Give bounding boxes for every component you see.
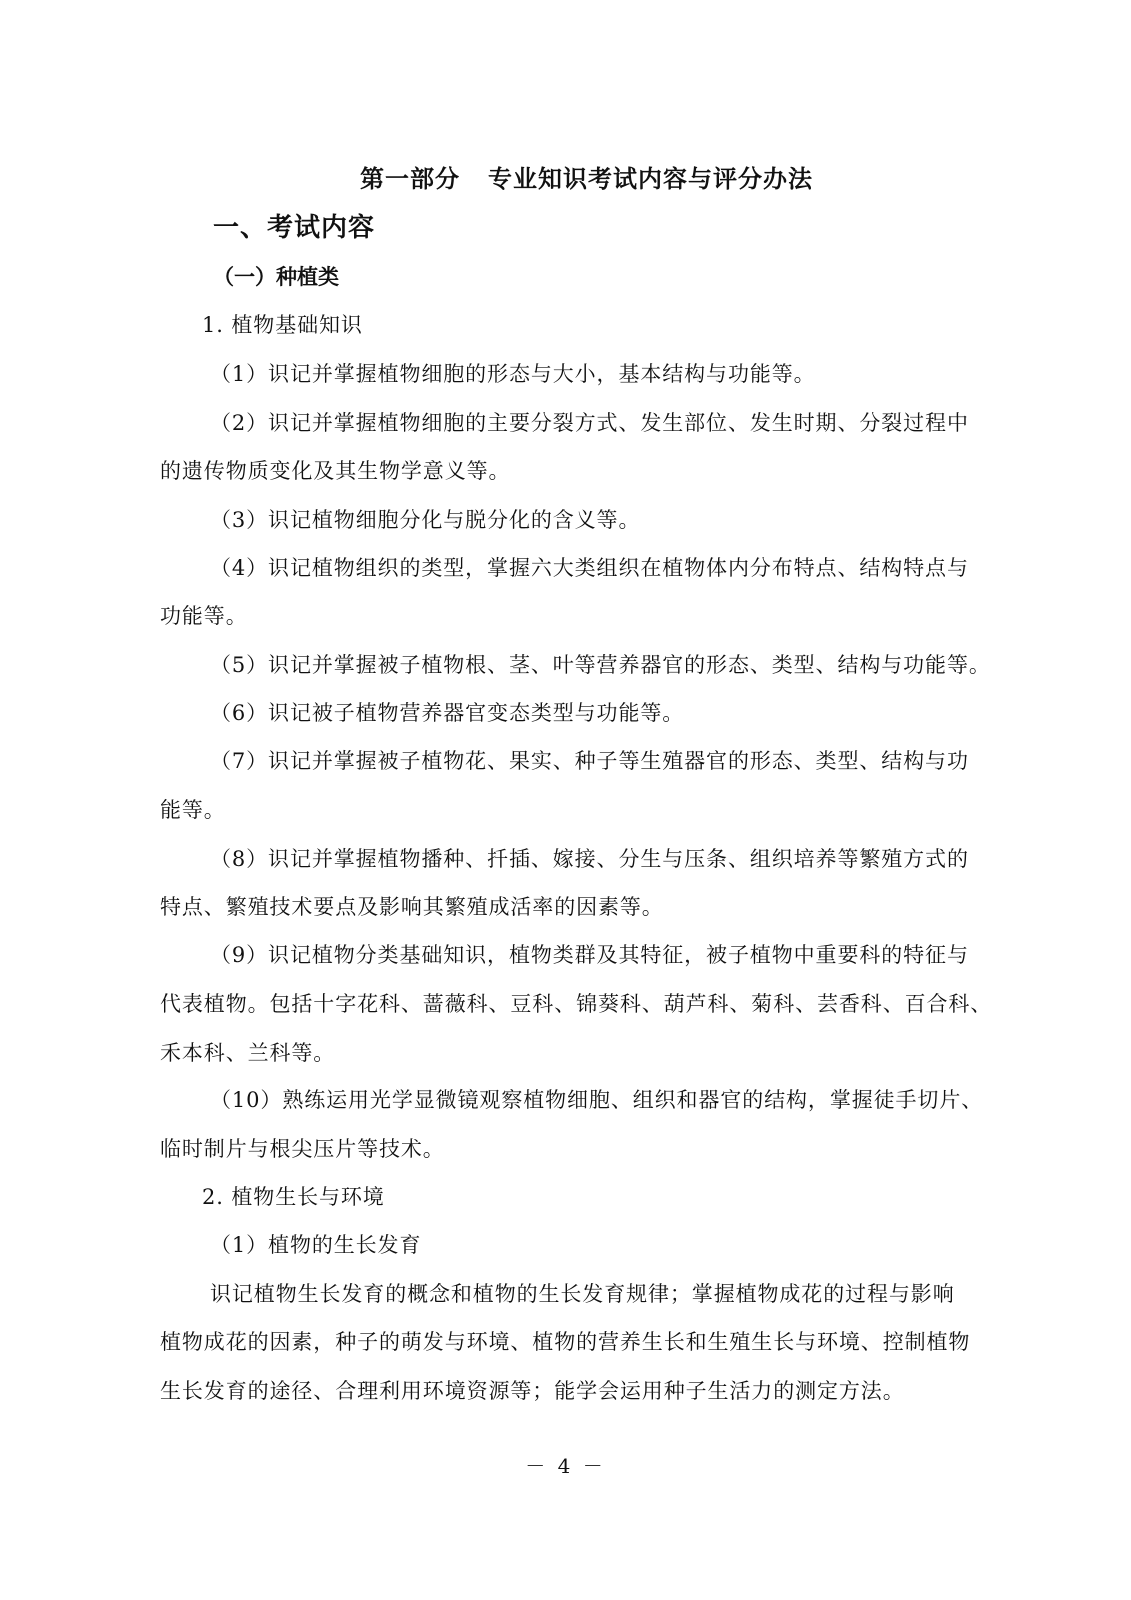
subsection-heading: （一）种植类 bbox=[213, 265, 339, 289]
text-line: 临时制片与根尖压片等技术。 bbox=[160, 1137, 445, 1161]
text-line: 功能等。 bbox=[160, 604, 248, 628]
text-line: （8）识记并掌握植物播种、扦插、嫁接、分生与压条、组织培养等繁殖方式的 bbox=[210, 847, 969, 871]
text-line: 2. 植物生长与环境 bbox=[202, 1185, 385, 1209]
text-line: （6）识记被子植物营养器官变态类型与功能等。 bbox=[210, 701, 685, 725]
text-line: 特点、繁殖技术要点及影响其繁殖成活率的因素等。 bbox=[160, 895, 664, 919]
text-line: 1. 植物基础知识 bbox=[202, 313, 363, 337]
title-part: 第一部分 bbox=[360, 165, 460, 193]
text-line: 禾本科、兰科等。 bbox=[160, 1041, 336, 1065]
text-line: 识记植物生长发育的概念和植物的生长发育规律；掌握植物成花的过程与影响 bbox=[210, 1282, 955, 1306]
text-line: 代表植物。包括十字花科、蔷薇科、豆科、锦葵科、葫芦科、菊科、芸香科、百合科、 bbox=[160, 992, 993, 1016]
title-text: 专业知识考试内容与评分办法 bbox=[488, 165, 813, 193]
text-line: 的遗传物质变化及其生物学意义等。 bbox=[160, 459, 511, 483]
text-line: 能等。 bbox=[160, 798, 226, 822]
text-line: （2）识记并掌握植物细胞的主要分裂方式、发生部位、发生时期、分裂过程中 bbox=[210, 411, 969, 435]
text-line: （3）识记植物细胞分化与脱分化的含义等。 bbox=[210, 508, 641, 532]
page-number: － 4 － bbox=[525, 1454, 606, 1478]
text-line: （5）识记并掌握被子植物根、茎、叶等营养器官的形态、类型、结构与功能等。 bbox=[210, 653, 991, 677]
text-line: （1）识记并掌握植物细胞的形态与大小，基本结构与功能等。 bbox=[210, 362, 816, 386]
text-line: 植物成花的因素，种子的萌发与环境、植物的营养生长和生殖生长与环境、控制植物 bbox=[160, 1330, 971, 1354]
text-line: （7）识记并掌握被子植物花、果实、种子等生殖器官的形态、类型、结构与功 bbox=[210, 749, 969, 773]
text-line: （10）熟练运用光学显微镜观察植物细胞、组织和器官的结构，掌握徒手切片、 bbox=[210, 1088, 984, 1112]
text-line: （9）识记植物分类基础知识，植物类群及其特征，被子植物中重要科的特征与 bbox=[210, 943, 969, 967]
text-line: （4）识记植物组织的类型，掌握六大类组织在植物体内分布特点、结构特点与 bbox=[210, 556, 969, 580]
text-line: 生长发育的途径、合理利用环境资源等；能学会运用种子生活力的测定方法。 bbox=[160, 1379, 905, 1403]
document-title bbox=[360, 161, 813, 197]
section-heading: 一、考试内容 bbox=[213, 213, 376, 243]
text-line: （1）植物的生长发育 bbox=[210, 1233, 422, 1257]
